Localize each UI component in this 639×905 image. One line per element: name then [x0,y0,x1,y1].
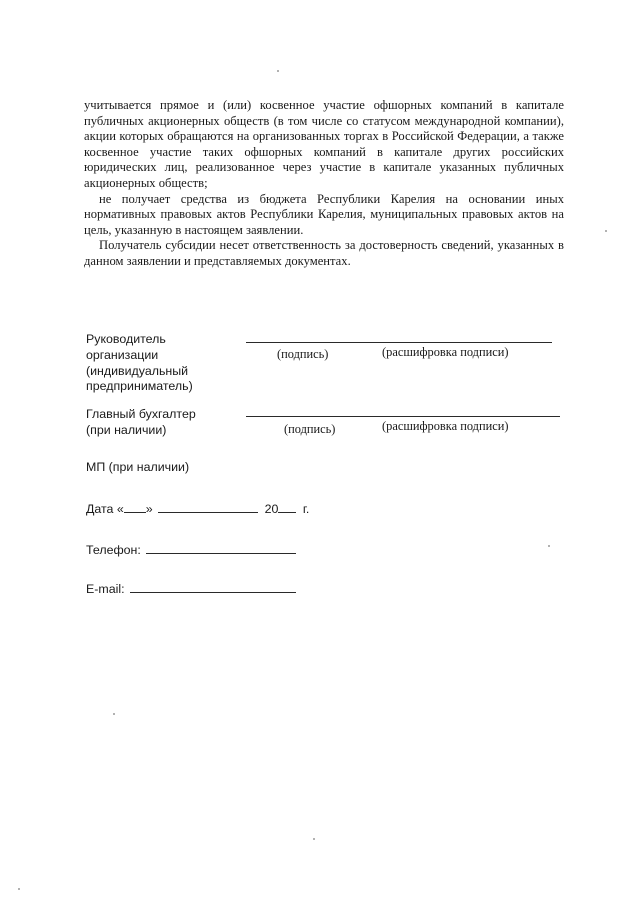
paragraph-offshore-participation: учитывается прямое и (или) косвенное участие офшорных компаний в капитале публичных акционерных обществ (в том числе со статусом международной компании), акции которых обращаются на организованных торгах в Российской Федерации, а также косвенное участие таких офшорных компаний в капитале других российских юридических лиц, реализованное через участие в капитале указанных публичных акционерных обществ; [84,98,564,190]
paragraph-responsibility: Получатель субсидии несет ответственность за достоверность сведений, указанных в данном заявлении и представляемых документах. [84,238,564,268]
scan-speck [277,70,279,72]
date-prefix: Дата « [86,502,124,516]
head-signature-label [86,332,193,395]
accountant-label-line-1: Главный бухгалтер [86,407,196,421]
accountant-signature-line[interactable] [246,416,560,417]
email-label: E-mail: [86,582,125,596]
email-blank[interactable] [130,580,296,593]
date-year-blank[interactable] [278,500,296,513]
head-signature-caption: (подпись) [277,347,329,361]
accountant-label-line-2: (при наличии) [86,422,167,437]
body-text [84,98,564,270]
scan-speck [113,713,115,715]
email-field [86,580,296,598]
scan-speck [605,230,607,232]
phone-field [86,541,296,559]
accountant-signature-label [86,407,196,439]
date-field [86,500,309,518]
head-label-line-2: организации [86,347,159,362]
date-month-blank[interactable] [158,500,258,513]
head-signature-line[interactable] [246,342,552,343]
accountant-decode-caption: (расшифровка подписи) [382,419,509,433]
date-year-suffix: г. [302,502,310,516]
phone-blank[interactable] [146,541,296,554]
scan-speck [548,545,550,547]
head-label-line-1: Руководитель [86,332,166,346]
paragraph-no-budget-funds: не получает средства из бюджета Республики Карелия на основании иных нормативных правовых актов Республики Карелия, муниципальных правовых актов на цель, указанную в настоящем заявлении. [84,191,564,237]
date-day-blank[interactable] [124,500,146,513]
accountant-signature-caption: (подпись) [284,422,336,436]
date-quote-close: » [145,502,153,516]
scan-speck [313,838,315,840]
head-label-line-3: (индивидуальный [86,363,189,378]
date-year-prefix: 20 [264,502,279,516]
phone-label: Телефон: [86,543,141,557]
head-label-line-4: предприниматель) [86,379,193,394]
scan-speck [18,888,20,890]
head-decode-caption: (расшифровка подписи) [382,345,509,359]
stamp-label: МП (при наличии) [86,460,190,474]
